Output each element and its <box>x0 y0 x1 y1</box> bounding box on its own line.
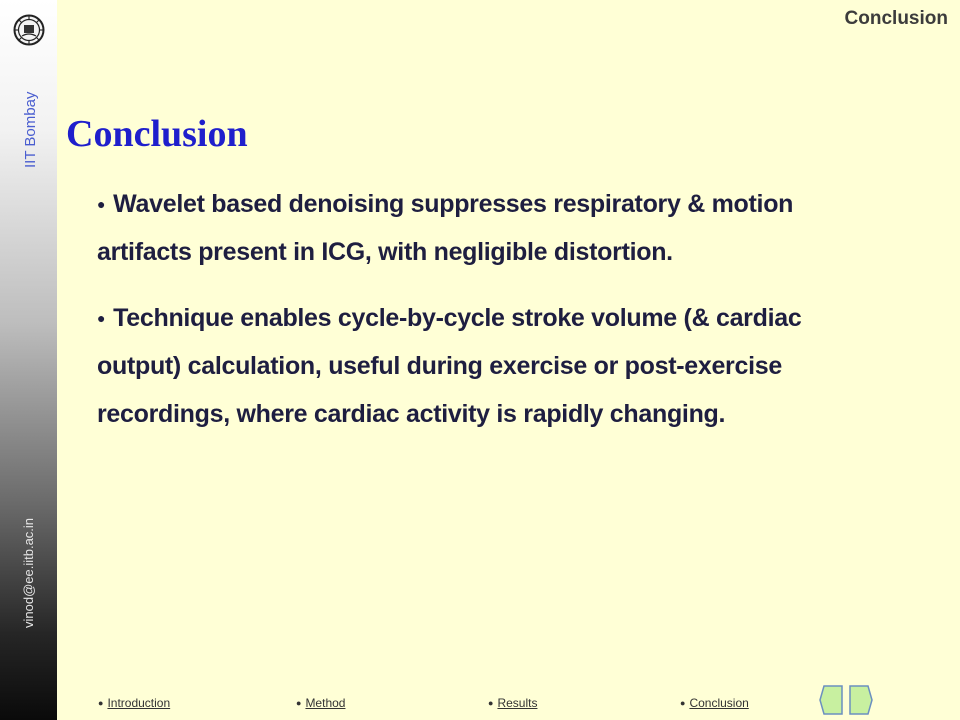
slide-title: Conclusion <box>66 113 248 155</box>
bullet-icon: ● <box>98 698 104 708</box>
bullet-text: Wavelet based denoising suppresses respiratory & motion artifacts present in ICG, with negligible distortion. <box>97 190 794 266</box>
bullet-list <box>97 180 877 456</box>
nav-item-method <box>296 696 345 710</box>
nav-link-introduction[interactable]: Introduction <box>107 696 171 710</box>
bullet-icon: ● <box>488 698 494 708</box>
nav-link-results[interactable]: Results <box>497 696 538 710</box>
nav-link-conclusion[interactable]: Conclusion <box>689 696 749 710</box>
bullet-item <box>97 294 877 438</box>
footer-nav <box>0 696 960 714</box>
bullet-icon: ● <box>680 698 686 708</box>
bullet-icon: ● <box>97 196 106 212</box>
nav-item-results <box>488 696 537 710</box>
sidebar <box>0 0 57 720</box>
author-email: vinod@ee.iitb.ac.in <box>21 517 36 628</box>
bullet-item <box>97 180 877 276</box>
arrow-left-icon[interactable] <box>818 682 844 718</box>
iit-bombay-crest-icon <box>13 14 45 46</box>
bullet-icon: ● <box>296 698 302 708</box>
arrow-right-icon[interactable] <box>848 682 874 718</box>
bullet-icon: ● <box>97 310 106 326</box>
nav-item-conclusion <box>680 696 749 710</box>
institution-label: IIT Bombay <box>22 91 39 168</box>
section-label: Conclusion <box>844 8 948 29</box>
nav-item-introduction <box>98 696 170 710</box>
bullet-text: Technique enables cycle-by-cycle stroke volume (& cardiac output) calculation, useful during exercise or post-exercise recordings, where cardiac activity is rapidly changing. <box>97 304 802 428</box>
nav-link-method[interactable]: Method <box>305 696 346 710</box>
